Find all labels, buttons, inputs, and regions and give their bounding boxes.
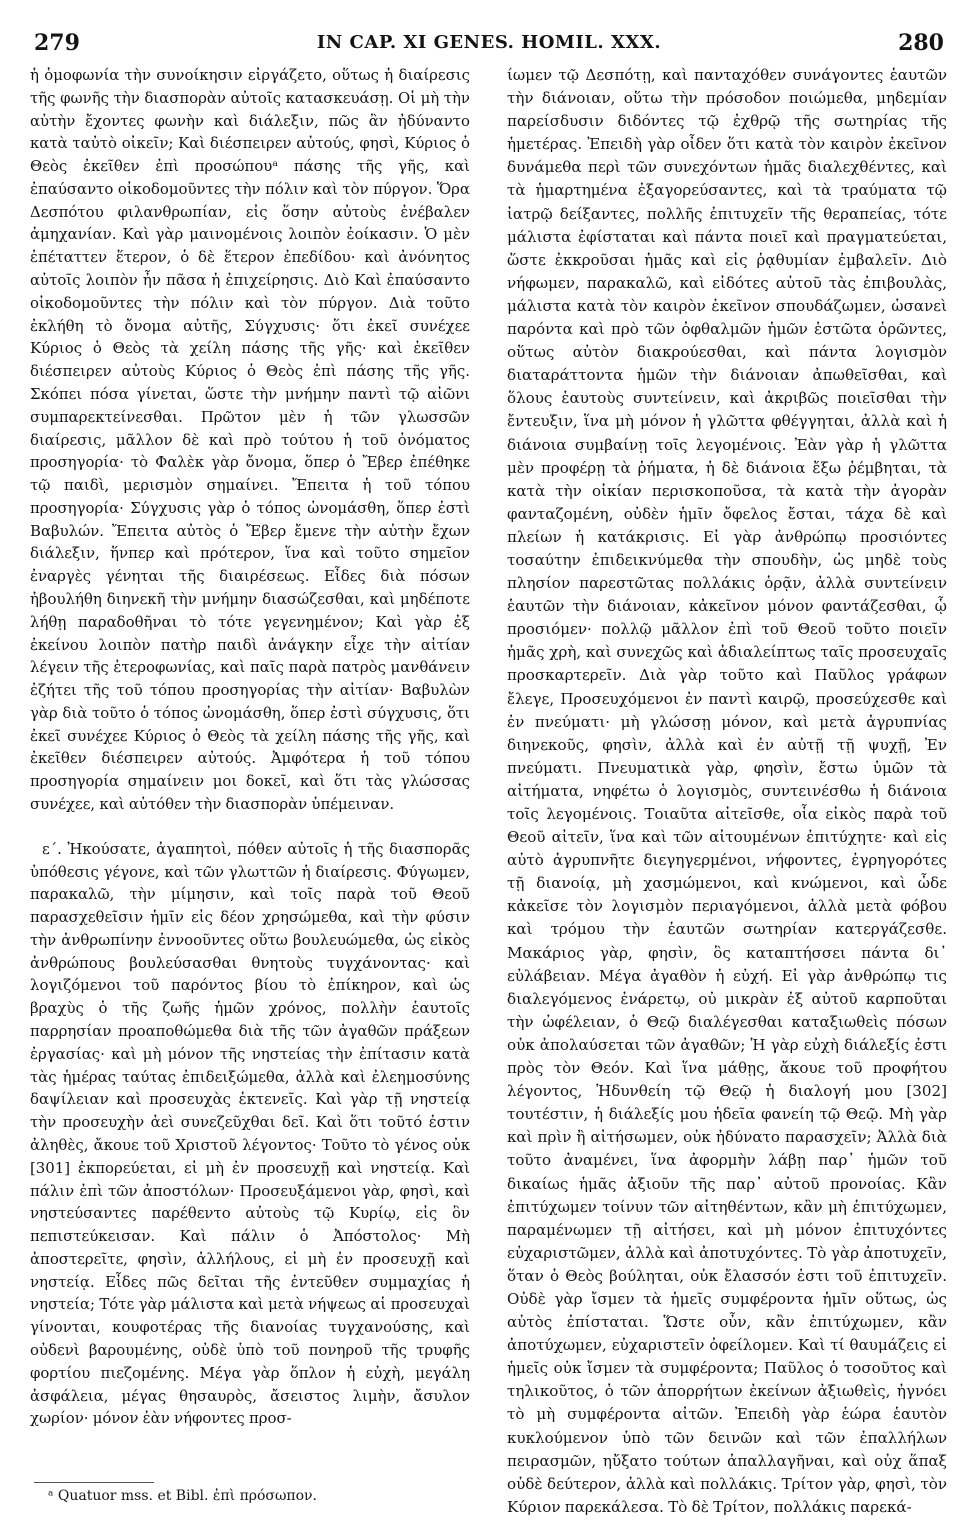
footnote: ᵃ Quatuor mss. et Bibl. ἐπὶ πρόσωπον. (48, 1488, 317, 1504)
left-column (30, 64, 470, 1430)
running-title: IN CAP. XI GENES. HOMIL. XXX. (316, 32, 662, 53)
footnote-rule (34, 1482, 154, 1483)
paragraph-left-2: ε΄. Ἠκούσατε, ἀγαπητοὶ, πόθεν αὐτοῖς ἡ τῆς διασπορᾶς ὑπόθεσις γέγονε, καὶ τῶν γλωττῶν ἡ διαίρεσις. Φύγωμεν, παρακαλῶ, τὴν μίμησιν, καὶ τοῖς παρὰ τοῦ Θεοῦ παρασχεθεῖσιν ἡμῖν εἰς δέον χρησώμεθα, καὶ τὴν φύσιν τὴν ἀνθρωπίνην ἐννοοῦντες οὕτω βουλευώμεθα, ὡς εἰκὸς ἀνθρώπους βουλεύσασθαι θνητοὺς τυγχάνοντας· καὶ λογιζόμενοι τοῦ παρόντος βίου τὸ ἐπίκηρον, καὶ ὡς βραχὺς ὁ τῆς ζωῆς ἡμῶν χρόνος, πολλὴν ἑαυτοῖς παρρησίαν προαποθώμεθα διὰ τῆς τῶν ἀγαθῶν πράξεων ἐργασίας· καὶ μὴ μόνον τῆς νηστείας τὴν ἐπίτασιν κατὰ τὰς ἡμέρας ταύτας ἐπιδειξώμεθα, ἀλλὰ καὶ ἐλεημοσύνης δαψίλειαν καὶ προσευχὰς ἐκτενεῖς. Καὶ γὰρ τῇ νηστείᾳ τὴν προσευχὴν ἀεὶ συνεζεῦχθαι δεῖ. Καὶ ὅτι τοῦτό ἐστιν ἀληθὲς, ἄκουε τοῦ Χριστοῦ λέγοντος· Τοῦτο τὸ γένος οὐκ [301] ἐκπορεύεται, εἰ μὴ ἐν προσευχῇ καὶ νηστείᾳ. Καὶ πάλιν ἐπὶ τῶν ἀποστόλων· Προσευξάμενοι γὰρ, φησὶ, καὶ νηστεύσαντες παρέθεντο αὐτοὺς τῷ Κυρίῳ, εἰς ὃν πεπιστεύκεισαν. Καὶ πάλιν ὁ Ἀπόστολος· Μὴ ἀποστερεῖτε, φησὶν, ἀλλήλους, εἰ μὴ ἐν προσευχῇ καὶ νηστείᾳ. Εἶδες πῶς δεῖται τῆς ἐντεῦθεν συμμαχίας ἡ νηστεία; Τότε γὰρ μάλιστα καὶ μετὰ νήψεως αἱ προσευχαὶ γίνονται, κουφοτέρας τῆς διανοίας τυγχανούσης, καὶ οὐδενὶ βαρουμένης, οὐδὲ ὑπὸ τοῦ πονηροῦ τῆς τρυφῆς φορτίου πιεζομένης. Μέγα γὰρ ὅπλον ἡ εὐχὴ, μεγάλη ἀσφάλεια, μέγας θησαυρὸς, ἄσειστος λιμὴν, ἄσυλον χωρίον· μόνον ἐὰν νήφοντες προσ- (30, 839, 470, 1428)
paragraph-left-1: ἡ ὁμοφωνία τὴν συνοίκησιν εἰργάζετο, οὕτως ἡ διαίρεσις τῆς φωνῆς τὴν διασπορὰν αὐτοῖς κατασκευάσῃ. Οἱ μὴ τὴν αὐτὴν ἔχοντες φωνὴν καὶ διάλεξιν, πῶς ἂν ἠδύναντο κατὰ ταὐτὸ οἰκεῖν; Καὶ διέσπειρεν αὐτούς, φησὶ, Κύριος ὁ Θεὸς ἐκεῖθεν ἐπὶ προσώπουᵃ πάσης τῆς γῆς, καὶ ἐπαύσαντο οἰκοδομοῦντες τὴν πόλιν καὶ τὸν πύργον. Ὅρα Δεσπότου φιλανθρωπίαν, εἰς ὅσην αὐτοὺς ἐνέβαλεν ἀμηχανίαν. Καὶ γὰρ μαινομένοις λοιπὸν ἐοίκασιν. Ὁ μὲν ἐπέταττεν ἕτερον, ὁ δὲ ἕτερον ἐπεδίδου· καὶ ἀνόνητος αὐτοῖς λοιπὸν ἦν πᾶσα ἡ ἐπιχείρησις. Διὸ Καὶ ἐπαύσαντο οἰκοδομοῦντες τὴν πόλιν καὶ τὸν πύργον. Διὰ τοῦτο ἐκλήθη τὸ ὄνομα αὐτῆς, Σύγχυσις· ὅτι ἐκεῖ συνέχεε Κύριος ὁ Θεὸς τὰ χείλη πάσης τῆς γῆς· καὶ ἐκεῖθεν διέσπειρεν αὐτοὺς Κύριος ὁ Θεὸς ἐπὶ πάσης τῆς γῆς. Σκόπει πόσα γίνεται, ὥστε τὴν μνήμην παντὶ τῷ αἰῶνι συμπαρεκτείνεσθαι. Πρῶτον μὲν ἡ τῶν γλωσσῶν διαίρεσις, μᾶλλον δὲ καὶ πρὸ τούτου ἡ τοῦ ὀνόματος προσηγορία· τὸ Φαλὲκ γὰρ ὄνομα, ὅπερ ὁ Ἔβερ ἐπέθηκε τῷ παιδὶ, μερισμὸν σημαίνει. Ἔπειτα ἡ τοῦ τόπου προσηγορία· Σύγχυσις γὰρ ὁ τόπος ὠνομάσθη, ὅπερ ἐστὶ Βαβυλών. Ἔπειτα αὐτὸς ὁ Ἔβερ ἔμενε τὴν αὐτὴν ἔχων διάλεξιν, ἥνπερ καὶ πρότερον, ἵνα καὶ τοῦτο σημεῖον ἐναργὲς γένηται τῆς διαιρέσεως. Εἶδες διὰ πόσων ἠβουλήθη διηνεκῆ τὴν μνήμην διασώζεσθαι, καὶ μηδέποτε λήθῃ παραδοθῆναι τὸ τότε γεγενημένον; Καὶ γὰρ ἐξ ἐκείνου λοιπὸν πατὴρ παιδὶ ἀνάγκην εἶχε τὴν αἰτίαν λέγειν τῆς ἑτεροφωνίας, καὶ παῖς παρὰ πατρὸς μανθάνειν ἐζήτει τῆς τοῦ τόπου προσηγορίας τὴν αἰτίαν· Βαβυλὼν γὰρ διὰ τοῦτο ὁ τόπος ὠνομάσθη, ὅπερ ἐστὶ σύγχυσις, ὅτι ἐκεῖ συνέχεε Κύριος ὁ Θεὸς τὰ χείλη πάσης τῆς γῆς, καὶ ἐκεῖθεν διέσπειρεν αὐτούς. Ἀμφότερα ἡ τοῦ τόπου προσηγορία σημαίνειν μοι δοκεῖ, καὶ ὅτι τὰς γλώσσας συνέχεε, καὶ αὐτόθεν τὴν διασπορὰν ὑπέμειναν. (30, 66, 470, 813)
page-number-right: 280 (898, 30, 944, 56)
paragraph-right: ίωμεν τῷ Δεσπότῃ, καὶ πανταχόθεν συνάγοντες ἑαυτῶν τὴν διάνοιαν, οὕτω τὴν πρόσοδον ποιώμεθα, μηδεμίαν παρείσδυσιν διδόντες τῷ ἐχθρῷ τῆς σωτηρίας τῆς ἡμετέρας. Ἐπειδὴ γὰρ οἶδεν ὅτι κατὰ τὸν καιρὸν ἐκεῖνον δυνάμεθα περὶ τῶν συνεχόντων ἡμᾶς διαλεχθέντες, καὶ τὰ ἡμαρτημένα ἐξαγορεύσαντες, καὶ τὰ τραύματα τῷ ἰατρῷ δείξαντες, πολλῆς ἐπιτυχεῖν τῆς θεραπείας, τότε μάλιστα ἐφίσταται καὶ πάντα ποιεῖ καὶ πραγματεύεται, ὥστε ἐκκροῦσαι ἡμᾶς καὶ εἰς ῥᾳθυμίαν ἐμβαλεῖν. Διὸ νήφωμεν, παρακαλῶ, καὶ εἰδότες αὐτοῦ τὰς ἐπιβουλὰς, μάλιστα κατὰ τὸν καιρὸν ἐκεῖνον σπουδάζωμεν, ὡσανεὶ παρόντα καὶ πρὸ τῶν ὀφθαλμῶν ἡμῶν ἑστῶτα ὁρῶντες, οὕτως αὐτὸν διακρούεσθαι, καὶ πάντα λογισμὸν διαταράττοντα ἡμῶν τὴν διάνοιαν ἀπωθεῖσθαι, καὶ ὅλους ἑαυτοὺς συντείνειν, καὶ ἀκριβῶς ποιεῖσθαι τὴν ἔντευξιν, ἵνα μὴ μόνον ἡ γλῶττα φθέγγηται, ἀλλὰ καὶ ἡ διάνοια συμβαίνῃ τοῖς λεγομένοις. Ἐὰν γὰρ ἡ γλῶττα μὲν προφέρῃ τὰ ῥήματα, ἡ δὲ διάνοια ἔξω ῥέμβηται, τὰ κατὰ τὴν οἰκίαν περισκοποῦσα, τὰ κατὰ τὴν ἀγορὰν φανταζομένη, οὐδὲν ἡμῖν ὄφελος ἔσται, τάχα δὲ καὶ πλείων ἡ κατάκρισις. Εἰ γὰρ ἀνθρώπῳ προσιόντες τοσαύτην ἐπιδεικνύμεθα τὴν σπουδὴν, ὡς μηδὲ τοὺς πλησίον παρεστῶτας πολλάκις ὁρᾷν, ἀλλὰ συντείνειν ἑαυτῶν τὴν διάνοιαν, κἀκεῖνον μόνον φαντάζεσθαι, ᾧ προσιόμεν· πολλῷ μᾶλλον ἐπὶ τοῦ Θεοῦ τοῦτο ποιεῖν ἡμᾶς χρὴ, καὶ συνεχῶς καὶ ἀδιαλείπτως ταῖς προσευχαῖς προσκαρτερεῖν. Διὰ γὰρ τοῦτο καὶ Παῦλος γράφων ἔλεγε, Προσευχόμενοι ἐν παντὶ καιρῷ, προσεύχεσθε καὶ ἐν πνεύματι· μὴ γλώσσῃ μόνον, καὶ μετὰ ἀγρυπνίας διηνεκοῦς, φησὶν, ἀλλὰ καὶ ἐν αὐτῇ τῇ ψυχῇ, Ἐν πνεύματι. Πνευματικὰ γὰρ, φησὶν, ἔστω ὑμῶν τὰ αἰτήματα, νηφέτω ὁ λογισμὸς, συντεινέσθω ἡ διάνοια τοῖς λεγομένοις. Τοιαῦτα αἰτεῖσθε, οἷα εἰκὸς παρὰ τοῦ Θεοῦ αἰτεῖν, ἵνα καὶ τῶν αἰτουμένων ἐπιτύχητε· καὶ εἰς αὐτὸ ἀγρυπνῆτε διεγηγερμένοι, νήφοντες, ἐγρηγορότες τῇ διανοίᾳ, μὴ χασμώμενοι, καὶ κνώμενοι, καὶ ὧδε κἀκεῖσε τὸν λογισμὸν περιαγόμενοι, ἀλλὰ μετὰ φόβου καὶ τρόμου τὴν ἑαυτῶν σωτηρίαν κατεργάζεσθε. Μακάριος γὰρ, φησὶν, ὃς καταπτήσσει πάντα δι᾽ εὐλάβειαν. Μέγα ἀγαθὸν ἡ εὐχή. Εἰ γὰρ ἀνθρώπῳ τις διαλεγόμενος ἐνάρετῳ, οὐ μικρὰν ἐξ αὐτοῦ καρποῦται τὴν ὠφέλειαν, ὁ Θεῷ διαλέγεσθαι καταξιωθεὶς πόσων οὐκ ἀπολαύσεται τῶν ἀγαθῶν; Ἡ γὰρ εὐχὴ διάλεξίς ἐστι πρὸς τὸν Θεόν. Καὶ ἵνα μάθῃς, ἄκουε τοῦ προφήτου λέγοντος, Ἡδυνθείη τῷ Θεῷ ἡ διαλογή μου [302] τουτέστιν, ἡ διάλεξίς μου ἡδεῖα φανείη τῷ Θεῷ. Μὴ γὰρ καὶ πρὶν ἢ αἰτήσωμεν, οὐκ ἠδύνατο παρασχεῖν; Ἀλλὰ διὰ τοῦτο ἀναμένει, ἵνα ἀφορμὴν λάβῃ παρ᾽ ἡμῶν τοῦ δικαίως ἡμᾶς ἀξιοῦν τῆς παρ᾽ αὐτοῦ προνοίας. Κἂν ἐπιτύχωμεν τοίνυν τῶν αἰτηθέντων, κἂν μὴ ἐπιτύχωμεν, παραμένωμεν τῇ αἰτήσει, καὶ μὴ μόνον ἐπιτυχόντες εὐχαριστῶμεν, ἀλλὰ καὶ ἀποτυχόντες. Τὸ γὰρ ἀποτυχεῖν, ὅταν ὁ Θεὸς βούληται, οὐκ ἔλασσόν ἐστι τοῦ ἐπιτυχεῖν. Οὐδὲ γὰρ ἴσμεν τὰ ἡμεῖς συμφέροντα ἡμῖν οὕτως, ὡς αὐτὸς ἐπίσταται. Ὥστε οὖν, κἂν ἐπιτύχωμεν, κἂν ἀποτύχωμεν, εὐχαριστεῖν ὀφείλομεν. Καὶ τί θαυμάζεις εἰ ἡμεῖς οὐκ ἴσμεν τὰ συμφέροντα; Παῦλος ὁ τοσοῦτος καὶ τηλικοῦτος, ὁ τῶν ἀπορρήτων ἐκείνων ἀξιωθεὶς, ἠγνόει τὸ μὴ συμφέροντα αἰτῶν. Ἐπειδὴ γὰρ ἑώρα ἑαυτὸν κυκλούμενον ὑπὸ τῶν δεινῶν καὶ τῶν ἐπαλλήλων πειρασμῶν, ηὔξατο τούτων ἀπαλλαγῆναι, καὶ οὐχ ἅπαξ οὐδὲ δεύτερον, ἀλλὰ καὶ πολλάκις. Τρίτον γὰρ, φησὶ, τὸν Κύριον παρεκάλεσα. Τὸ δὲ Τρίτον, πολλάκις παρεκά- (507, 66, 947, 1516)
right-column (507, 64, 947, 1519)
running-header (34, 30, 944, 60)
page-number-left: 279 (34, 30, 80, 56)
